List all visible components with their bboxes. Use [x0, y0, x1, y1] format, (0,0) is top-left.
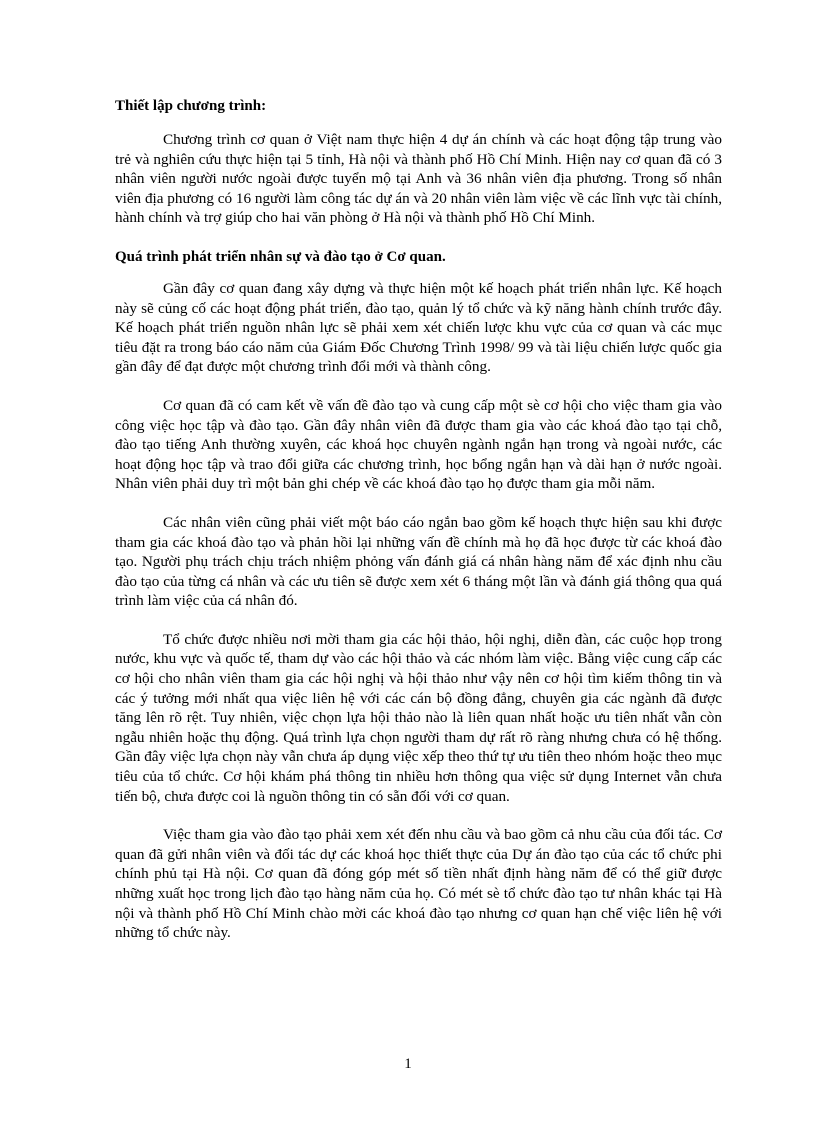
paragraph-program-overview: Chương trình cơ quan ở Việt nam thực hiện 4 dự án chính và các hoạt động tập trung vào trẻ và nghiên cứu thực hiện tại 5 tỉnh, Hà nội và thành phố Hồ Chí Minh. Hiện nay cơ quan đã có 3 nhân viên người nước ngoài được tuyển mộ tại Anh và 36 nhân viên địa phương. Trong số nhân viên địa phương có 16 người làm công tác dự án và 20 nhân viên làm việc về các lĩnh vực tài chính, hành chính và trợ giúp cho hai văn phòng ở Hà nội và thành phố Hồ Chí Minh.: [115, 131, 722, 227]
section-heading-program-setup: Thiết lập chương trình:: [115, 98, 267, 114]
page-number: 1: [404, 1056, 412, 1072]
paragraph-hr-plan: Gần đây cơ quan đang xây dựng và thực hiện một kế hoạch phát triển nhân lực. Kế hoạch này sẽ củng cố các hoạt động phát triển, đào tạo, quản lý tổ chức và kỹ năng hành chính trước đây. Kế hoạch phát triển nguồn nhân lực sẽ phải xem xét chiến lược khu vực của cơ quan và các mục tiêu đặt ra trong báo cáo năm của Giám Đốc Chương Trình 1998/ 99 và tài liệu chiến lược quốc gia gần đây để đạt được một chương trình đổi mới và thành công.: [115, 279, 722, 376]
paragraph-training-commitment: Cơ quan đã có cam kết về vấn đề đào tạo và cung cấp một sè cơ hội cho việc tham gia vào công việc học tập và đào tạo. Gần đây nhân viên đã được tham gia vào các khoá đào tạo tại chỗ, đào tạo tiếng Anh thường xuyên, các khoá học chuyên ngành ngắn hạn trong và ngoài nước, các hoạt động học tập và trao đổi giữa các chương trình, học bổng ngắn hạn và dài hạn ở nước ngoài. Nhân viên phải duy trì một bản ghi chép về các khoá đào tạo họ được tham gia mỗi năm.: [115, 396, 722, 493]
paragraph-training-reports: Các nhân viên cũng phải viết một báo cáo ngắn bao gồm kế hoạch thực hiện sau khi được tham gia các khoá đào tạo và phản hồi lại những vấn đề chính mà họ đã học được từ các khoá đào tạo. Người phụ trách chịu trách nhiệm phỏng vấn đánh giá cá nhân hàng năm để xác định nhu cầu đào tạo của từng cá nhân và các ưu tiên sẽ được xem xét 6 tháng một lần và đánh giá thông qua quá trình làm việc của cá nhân đó.: [115, 513, 722, 610]
document-body: [115, 96, 722, 962]
paragraph-partner-training: Việc tham gia vào đào tạo phải xem xét đến nhu cầu và bao gồm cả nhu cầu của đối tác. Cơ quan đã gửi nhân viên và đối tác dự các khoá học thiết thực của Dự án đào tạo của các tổ chức phi chính phủ tại Hà nội. Cơ quan đã đóng góp mét số tiền nhất định hàng năm để có thể giữ được những xuất học trong lịch đào tạo hàng năm của họ. Có mét sè tổ chức đào tạo tư nhân khác tại Hà nội và thành phố Hồ Chí Minh chào mời các khoá đào tạo nhưng cơ quan hạn chế việc liên hệ với những tổ chức này.: [115, 826, 722, 942]
paragraph-conferences: Tổ chức được nhiều nơi mời tham gia các hội thảo, hội nghị, diễn đàn, các cuộc họp trong nước, khu vực và quốc tế, tham dự vào các hội thảo và các nhóm làm việc. Bằng việc cung cấp các cơ hội cho nhân viên tham gia các hội nghị và hội thảo như vậy nên cơ hội tìm kiếm thông tin và các ý tưởng mới nhất qua việc liên hệ với các cán bộ đồng đẳng, chuyên gia các ngành đã được tăng lên rõ rệt. Tuy nhiên, việc chọn lựa hội thảo nào là liên quan nhất hoặc ưu tiên nhất vẫn còn ngẫu nhiên hoặc thụ động. Quá trình lựa chọn người tham dự rất rõ ràng nhưng chưa có hệ thống. Gần đây việc lựa chọn này vẫn chưa áp dụng việc xếp theo thứ tự ưu tiên theo nhóm hoặc theo mục tiêu của tổ chức. Cơ hội khám phá thông tin nhiều hơn thông qua việc sử dụng Internet vẫn chưa tiến bộ, chưa được coi là nguồn thông tin có sẵn đối với cơ quan.: [115, 630, 722, 805]
section-heading-staff-development: Quá trình phát triển nhân sự và đào tạo ở Cơ quan.: [115, 248, 446, 265]
